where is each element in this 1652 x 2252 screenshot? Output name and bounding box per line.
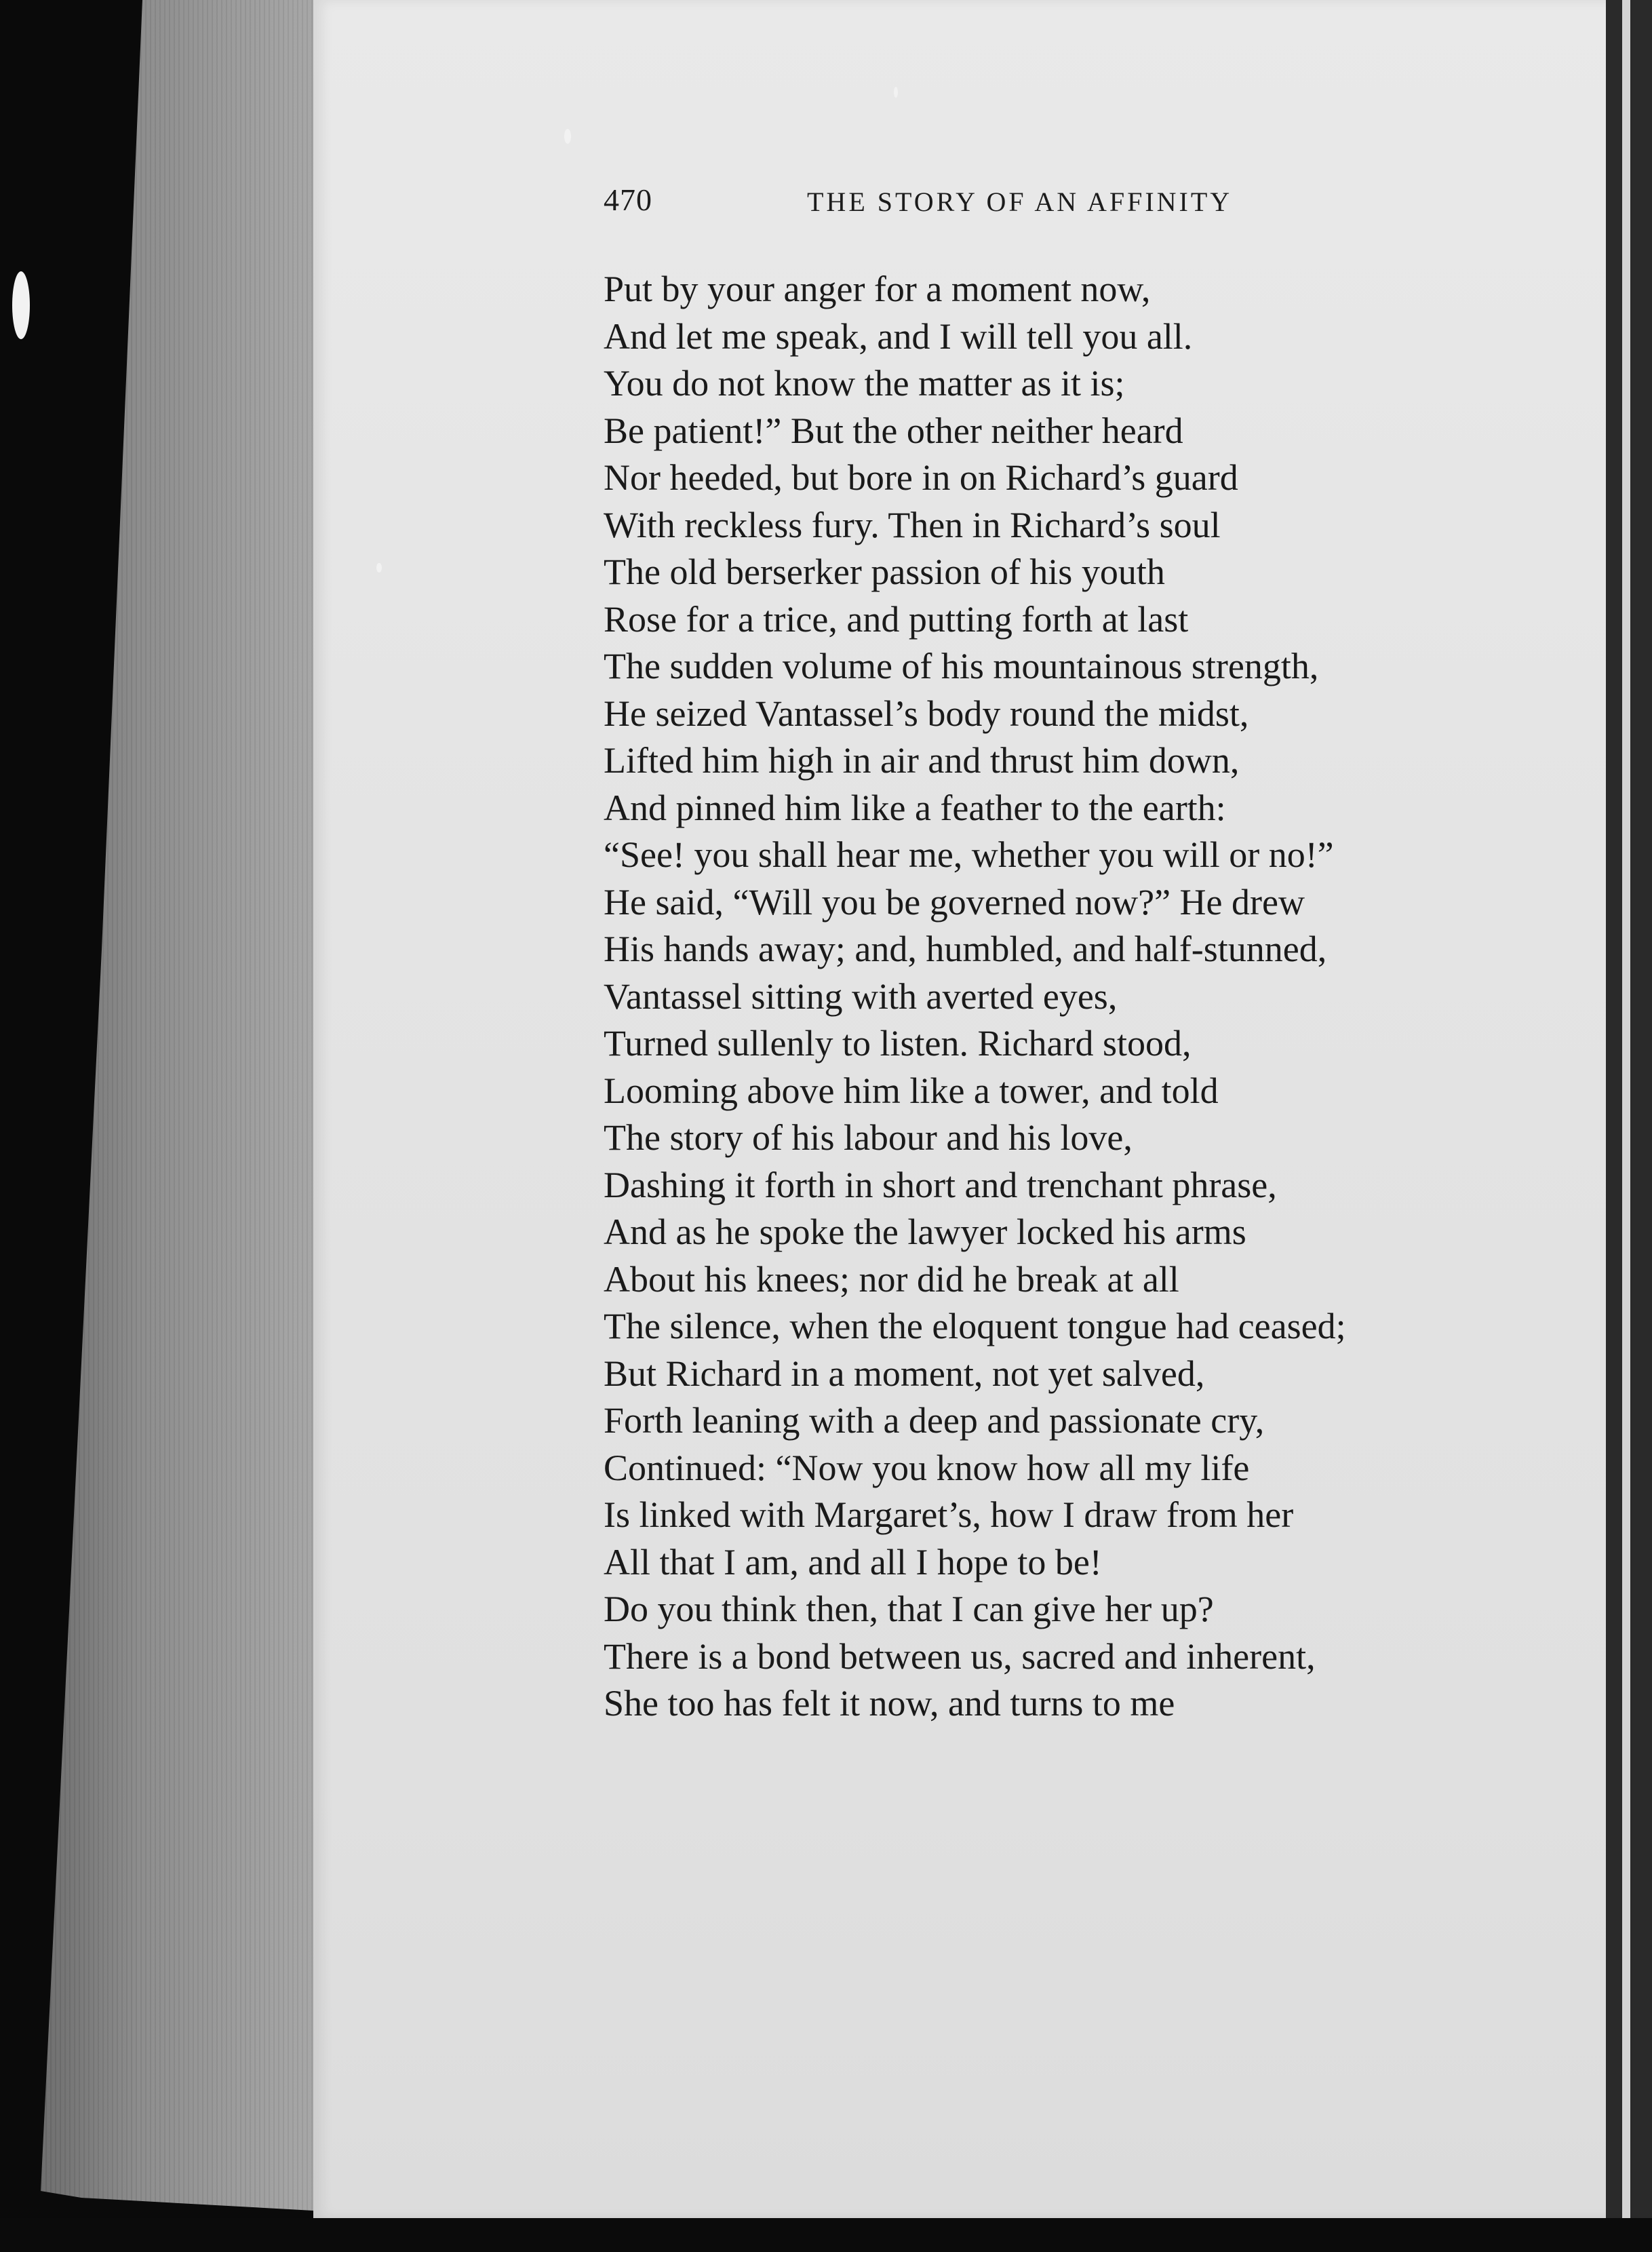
text-line: His hands away; and, humbled, and half-stunned, (604, 929, 1327, 969)
text-line: Put by your anger for a moment now, (604, 269, 1151, 309)
text-line: Turned sullenly to listen. Richard stood, (604, 1023, 1192, 1064)
text-line: Do you think then, that I can give her up? (604, 1589, 1214, 1629)
text-line: There is a bond between us, sacred and inherent, (604, 1635, 1316, 1677)
text-line: The old berserker passion of his youth (604, 551, 1165, 592)
text-line: But Richard in a moment, not yet salved, (604, 1353, 1205, 1394)
dust-speck (376, 563, 382, 572)
text-line: “See! you shall hear me, whether you will or no!” (604, 834, 1334, 875)
text-line: The silence, when the eloquent tongue had ceased; (604, 1306, 1346, 1346)
text-line: Lifted him high in air and thrust him down, (604, 740, 1240, 781)
page-header (604, 182, 1350, 229)
running-head: THE STORY OF AN AFFINITY (807, 187, 1233, 217)
text-line: And as he spoke the lawyer locked his arms (604, 1211, 1246, 1252)
page-number: 470 (604, 182, 652, 217)
facing-page-edge (1622, 0, 1630, 2252)
text-line: Is linked with Margaret’s, how I draw from her (604, 1494, 1294, 1535)
text-line: Nor heeded, but bore in on Richard’s guard (604, 457, 1238, 498)
text-line: Vantassel sitting with averted eyes, (604, 975, 1118, 1017)
text-line: Looming above him like a tower, and told (604, 1070, 1219, 1111)
text-line: Continued: “Now you know how all my life (604, 1447, 1250, 1488)
text-line: Be patient!” But the other neither heard (604, 410, 1183, 451)
text-line: All that I am, and all I hope to be! (604, 1541, 1102, 1583)
dust-speck (564, 129, 571, 144)
text-line: Dashing it forth in short and trenchant phrase, (604, 1164, 1277, 1205)
text-line: You do not know the matter as it is; (604, 363, 1125, 404)
text-line: The sudden volume of his mountainous strength, (604, 646, 1319, 686)
text-line: And pinned him like a feather to the earth: (604, 787, 1226, 828)
text-line: About his knees; nor did he break at all (604, 1258, 1179, 1300)
scan-bottom-border (0, 2218, 1652, 2252)
text-line: And let me speak, and I will tell you all. (604, 315, 1193, 357)
dust-speck (12, 271, 30, 339)
text-line: Rose for a trice, and putting forth at last (604, 598, 1189, 640)
text-line: Forth leaning with a deep and passionate cry, (604, 1400, 1265, 1441)
text-line: The story of his labour and his love, (604, 1117, 1133, 1158)
text-line: He said, “Will you be governed now?” He drew (604, 881, 1305, 923)
dust-speck (894, 87, 898, 98)
text-line: With reckless fury. Then in Richard’s soul (604, 504, 1221, 545)
poem-text (604, 266, 1553, 1728)
text-line: He seized Vantassel’s body round the midst, (604, 693, 1249, 734)
text-line: She too has felt it now, and turns to me (604, 1683, 1175, 1724)
